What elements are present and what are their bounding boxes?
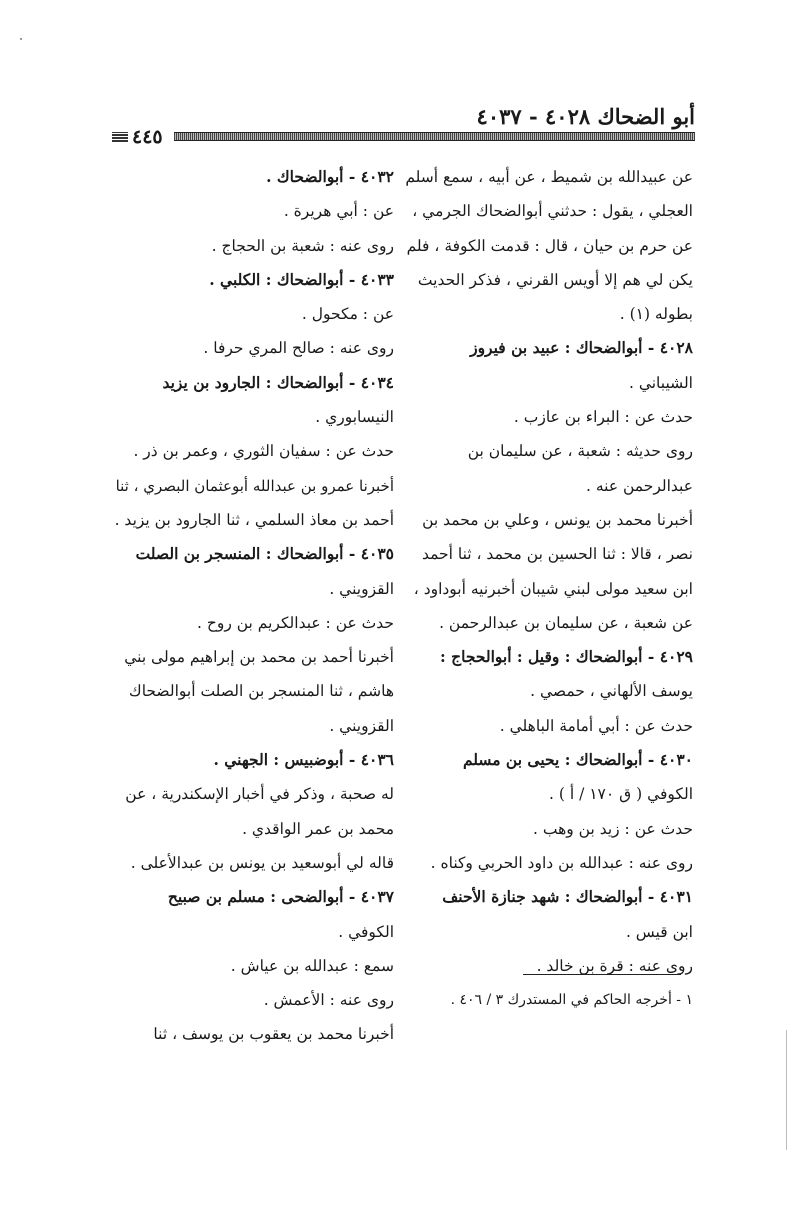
left-column-text-line: أخبرنا عمرو بن عبدالله أبوعثمان البصري ، ثنا <box>115 476 394 495</box>
right-text-column <box>405 160 693 983</box>
right-column-text-line: العجلي ، يقول : حدثني أبوالضحاك الجرمي ، <box>412 202 693 221</box>
page-number: ٤٤٥ <box>132 126 163 148</box>
left-column-entry-heading: ٤٠٣٣ - أبوالضحاك : الكلبي . <box>209 269 394 289</box>
right-column-text-line: حدث عن : أبي أمامة الباهلي . <box>499 716 693 735</box>
left-column-text-line: النيسابوري . <box>315 408 394 427</box>
left-text-column <box>108 160 394 1052</box>
left-column-text-line: محمد بن عمر الواقدي . <box>242 819 394 838</box>
left-column-text-line: أخبرنا أحمد بن محمد بن إبراهيم مولى بني <box>124 648 394 667</box>
left-column-entry-heading: ٤٠٣٧ - أبوالضحى : مسلم بن صبيح <box>167 887 394 907</box>
left-column-text-line: عن : أبي هريرة . <box>283 202 394 221</box>
scan-edge-mark <box>786 1030 787 1150</box>
left-column-text-line: حدث عن : سفيان الثوري ، وعمر بن ذر . <box>133 442 394 461</box>
left-column-text-line: الكوفي . <box>338 922 394 941</box>
right-column-text-line: نصر ، قالا : ثنا الحسين بن محمد ، ثنا أحمد <box>421 545 693 564</box>
left-column-text-line: هاشم ، ثنا المنسجر بن الصلت أبوالضحاك <box>128 682 394 701</box>
left-column-text-line: له صحبة ، وذكر في أخبار الإسكندرية ، عن <box>125 785 394 804</box>
left-column-text-line: قاله لي أبوسعيد بن يونس بن عبدالأعلى . <box>130 853 394 872</box>
right-column-entry-heading: ٤٠٣٠ - أبوالضحاك : يحيى بن مسلم <box>462 750 693 770</box>
left-column-text-line: أحمد بن معاذ السلمي ، ثنا الجارود بن يزيد . <box>114 510 394 529</box>
right-column-text-line: الكوفي ( ق ١٧٠ / أ ) . <box>549 785 693 804</box>
running-title: أبو الضحاك ٤٠٢٨ - ٤٠٣٧ <box>476 104 695 129</box>
left-column-text-line: حدث عن : عبدالكريم بن روح . <box>197 613 394 632</box>
left-column-entry-heading: ٤٠٣٢ - أبوالضحاك . <box>266 167 394 186</box>
right-column-text-line: عن حرم بن حيان ، قال : قدمت الكوفة ، فلم <box>406 236 693 255</box>
right-column-text-line: حدث عن : البراء بن عازب . <box>513 408 693 427</box>
right-column-text-line: الشيباني . <box>628 373 693 392</box>
right-column-entry-heading: ٤٠٢٩ - أبوالضحاك : وقيل : أبوالحجاج : <box>440 647 693 667</box>
right-column-text-line: يكن لي هم إلا أويس القرني ، فذكر الحديث <box>417 270 693 289</box>
left-column-text-line: عن : مكحول . <box>301 305 394 324</box>
ornament-bars <box>112 132 128 142</box>
right-column-text-line: حدث عن : زيد بن وهب . <box>533 819 693 838</box>
right-column-text-line: ابن سعيد مولى لبني شيبان أخبرنيه أبوداود ، <box>413 579 693 598</box>
left-column-text-line: القزويني . <box>329 716 394 735</box>
right-column-text-line: ابن قيس . <box>625 922 693 941</box>
left-column-text-line: روى عنه : شعبة بن الحجاج . <box>211 236 394 255</box>
left-column-text-line: سمع : عبدالله بن عياش . <box>230 956 394 975</box>
header-rule <box>174 132 695 141</box>
left-column-entry-heading: ٤٠٣٦ - أبوضبيس : الجهني . <box>213 750 394 770</box>
right-column-text-line: أخبرنا محمد بن يونس ، وعلي بن محمد بن <box>422 510 693 529</box>
right-column-text-line: يوسف الألهاني ، حمصي . <box>530 682 693 701</box>
left-column-text-line: أخبرنا محمد بن يعقوب بن يوسف ، ثنا <box>153 1025 394 1044</box>
left-column-text-line: روى عنه : صالح المري حرفا . <box>203 339 394 358</box>
footnote-separator <box>523 974 681 975</box>
right-column-text-line: روى حديثه : شعبة ، عن سليمان بن <box>467 442 693 461</box>
footnote: ١ - أخرجه الحاكم في المستدرك ٣ / ٤٠٦ . <box>450 992 693 1008</box>
right-column-entry-heading: ٤٠٢٨ - أبوالضحاك : عبيد بن فيروز <box>470 338 693 358</box>
page-number-block <box>112 128 174 146</box>
right-column-entry-heading: ٤٠٣١ - أبوالضحاك : شهد جنازة الأحنف <box>442 887 693 907</box>
right-column-text-line: روى عنه : قرة بن خالد . <box>536 956 693 975</box>
left-column-text-line: القزويني . <box>329 579 394 598</box>
left-column-text-line: روى عنه : الأعمش . <box>263 991 394 1010</box>
right-column-text-line: بطوله (١) . <box>619 305 693 324</box>
scan-speck <box>20 38 22 40</box>
page-header <box>112 104 695 148</box>
left-column-entry-heading: ٤٠٣٤ - أبوالضحاك : الجارود بن يزيد <box>162 372 394 392</box>
right-column-text-line: روى عنه : عبدالله بن داود الحربي وكناه . <box>430 853 693 872</box>
right-column-text-line: عبدالرحمن عنه . <box>585 476 693 495</box>
right-column-text-line: عن شعبة ، عن سليمان بن عبدالرحمن . <box>439 613 693 632</box>
left-column-entry-heading: ٤٠٣٥ - أبوالضحاك : المنسجر بن الصلت <box>135 544 394 564</box>
right-column-text-line: عن عبيدالله بن شميط ، عن أبيه ، سمع أسلم <box>405 168 693 186</box>
